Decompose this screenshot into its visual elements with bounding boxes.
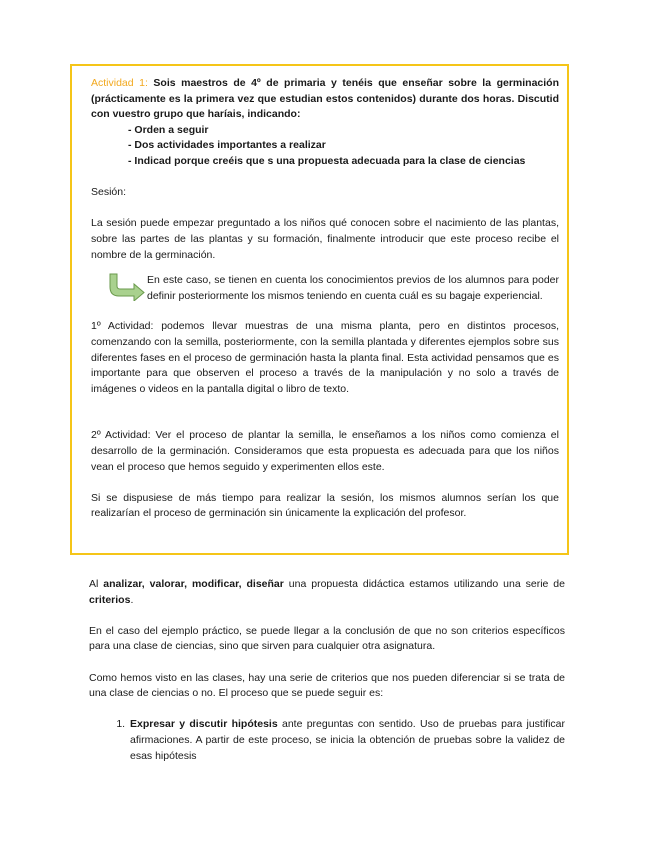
session-label: Sesión: [91,186,127,199]
activity-prompt-text: Sois maestros de 4º de primaria y tenéis que enseñar sobre la germinación (prácticamente es la primera vez que estudian estos contenidos) durante dos horas. Discutid con vuestro grupo que haríais, indicando: [91,77,560,121]
curved-arrow-icon [107,273,147,301]
activity-item: - Dos actividades importantes a realizar [128,139,326,152]
list-item-bold: Expresar y discutir hipótesis [130,718,278,731]
activity-item: - Orden a seguir [128,123,209,136]
session-intro: La sesión puede empezar preguntado a los niños qué conocen sobre el nacimiento de las plantas, sobre las partes de las plantas y su formación, finalmente introducir que este proceso recibe el nombre de la germinación. [91,217,559,261]
activity-1-text: 1º Actividad: podemos llevar muestras de una misma planta, pero en distintos procesos, comenzando con la semilla, posteriormente, con la semilla plantada y diferentes ejemplos sobre sus diferentes fases en el proceso de germinación hasta la planta final. Esta actividad pensamos que es importante para que observen el proceso a través de la manipulación y no solo a través de imágenes o videos en la pantalla digital o libro de texto. [91,320,559,395]
list-item [128,717,565,764]
activity-prompt [91,76,559,123]
note-text: En este caso, se tienen en cuenta los conocimientos previos de los alumnos para poder definir posteriormente los mismos teniendo en cuenta cuál es su bagaje experiencial. [147,274,559,302]
closing-text: Si se dispusiese de más tiempo para realizar la sesión, los mismos alumnos serían los que realizarían el proceso de germinación sin únicamente la explicación del profesor. [91,491,559,520]
activity-label: Actividad 1: [91,77,148,89]
text-run: . [130,593,134,606]
text-run: una propuesta didáctica estamos utilizando una serie de [283,578,565,590]
text-run-bold: analizar, valorar, modificar, diseñar [103,578,284,590]
text-run-bold: criterios [89,593,131,606]
activity-items [91,123,559,170]
activity-box [70,64,569,555]
criteria-paragraph [89,577,565,608]
process-paragraph: Como hemos visto en las clases, hay una serie de criterios que nos pueden diferenciar si se trata de una clase de ciencias o no. El proceso que se puede seguir es: [89,671,565,700]
activity-item: - Indicad porque creéis que s una propuesta adecuada para la clase de ciencias [128,154,526,167]
text-run: Al [89,578,104,590]
body-text [89,577,565,764]
example-paragraph: En el caso del ejemplo práctico, se puede llegar a la conclusión de que no son criterios específicos para una clase de ciencias, sino que sirven para cualquier otra asignatura. [89,624,565,653]
activity-2-text: 2º Actividad: Ver el proceso de plantar la semilla, le enseñamos a los niños como comienza el desarrollo de la germinación. Consideramos que esta propuesta es adecuada para que los niños vean el proceso que hemos seguido y experimenten ellos este. [91,429,559,473]
note-row [91,273,559,304]
list-item-text: ante preguntas con sentido. Uso de pruebas para justificar afirmaciones. A partir de este proceso, se inicia la obtención de pruebas sobre la validez de esas hipótesis [130,718,565,762]
process-list [89,717,565,764]
